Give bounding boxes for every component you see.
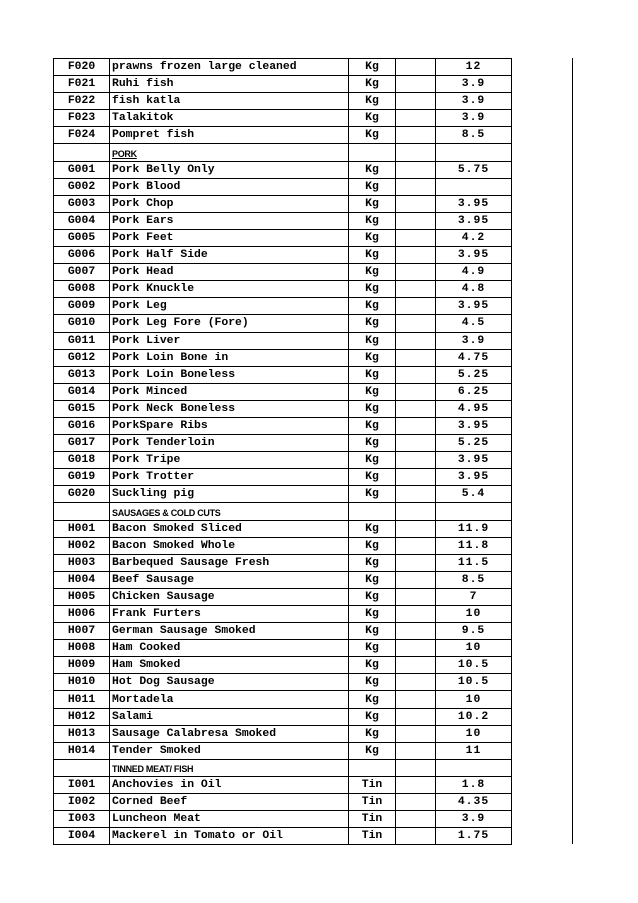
item-name: Pork Tripe	[110, 452, 349, 469]
item-unit: Kg	[349, 588, 396, 605]
item-name: Beef Sausage	[110, 571, 349, 588]
item-name: Anchovies in Oil	[110, 776, 349, 793]
item-code: G006	[54, 247, 110, 264]
item-price: 3.95	[436, 469, 512, 486]
item-name: Talakitok	[110, 110, 349, 127]
blank-cell	[396, 298, 436, 315]
blank-cell	[396, 725, 436, 742]
item-row	[54, 520, 512, 537]
right-margin-line	[572, 58, 573, 844]
item-unit: Kg	[349, 486, 396, 503]
blank-cell	[396, 281, 436, 298]
blank-cell	[396, 588, 436, 605]
item-row	[54, 725, 512, 742]
item-code: H007	[54, 623, 110, 640]
blank-cell	[396, 794, 436, 811]
section-label: PORK	[110, 144, 349, 161]
item-code: H006	[54, 606, 110, 623]
section-unit-cell	[349, 759, 396, 776]
item-row	[54, 742, 512, 759]
item-price: 3.95	[436, 212, 512, 229]
item-unit: Kg	[349, 161, 396, 178]
item-unit: Kg	[349, 127, 396, 144]
item-row	[54, 195, 512, 212]
item-code: I004	[54, 828, 110, 845]
price-list-body	[54, 59, 512, 845]
item-row	[54, 811, 512, 828]
blank-cell	[396, 811, 436, 828]
item-price: 10.5	[436, 657, 512, 674]
item-unit: Kg	[349, 537, 396, 554]
item-price: 10.2	[436, 708, 512, 725]
item-row	[54, 657, 512, 674]
item-unit: Tin	[349, 794, 396, 811]
blank-cell	[396, 110, 436, 127]
item-price: 3.9	[436, 76, 512, 93]
item-price: 6.25	[436, 383, 512, 400]
item-name: Pork Ears	[110, 212, 349, 229]
item-price: 3.95	[436, 195, 512, 212]
section-price-cell	[436, 503, 512, 520]
price-list-table	[53, 58, 512, 845]
blank-cell	[396, 571, 436, 588]
item-price: 3.95	[436, 298, 512, 315]
item-price: 10.5	[436, 674, 512, 691]
item-row	[54, 161, 512, 178]
item-price: 8.5	[436, 127, 512, 144]
item-unit: Tin	[349, 828, 396, 845]
item-row	[54, 298, 512, 315]
blank-cell	[396, 383, 436, 400]
item-code: F021	[54, 76, 110, 93]
item-name: Pork Head	[110, 264, 349, 281]
item-price: 4.8	[436, 281, 512, 298]
item-name: Bacon Smoked Sliced	[110, 520, 349, 537]
section-label: TINNED MEAT/ FISH	[110, 759, 349, 776]
item-code: H003	[54, 554, 110, 571]
item-code: I002	[54, 794, 110, 811]
item-code: G019	[54, 469, 110, 486]
item-code: I003	[54, 811, 110, 828]
item-unit: Tin	[349, 776, 396, 793]
item-name: Pork Leg Fore (Fore)	[110, 315, 349, 332]
item-price: 5.25	[436, 435, 512, 452]
item-price: 4.75	[436, 349, 512, 366]
item-row	[54, 178, 512, 195]
item-row	[54, 366, 512, 383]
blank-cell	[396, 195, 436, 212]
item-row	[54, 281, 512, 298]
blank-cell	[396, 127, 436, 144]
item-code: F023	[54, 110, 110, 127]
item-code: G015	[54, 400, 110, 417]
blank-cell	[396, 59, 436, 76]
item-price: 3.9	[436, 332, 512, 349]
blank-cell	[396, 828, 436, 845]
item-unit: Kg	[349, 281, 396, 298]
item-row	[54, 315, 512, 332]
item-name: prawns frozen large cleaned	[110, 59, 349, 76]
item-price: 4.5	[436, 315, 512, 332]
item-row	[54, 571, 512, 588]
item-name: Pork Half Side	[110, 247, 349, 264]
item-unit: Kg	[349, 195, 396, 212]
item-name: Pork Leg	[110, 298, 349, 315]
item-price: 3.95	[436, 452, 512, 469]
section-code-cell	[54, 144, 110, 161]
item-row	[54, 247, 512, 264]
item-row	[54, 400, 512, 417]
item-name: Pompret fish	[110, 127, 349, 144]
item-price: 1.75	[436, 828, 512, 845]
blank-cell	[396, 520, 436, 537]
item-row	[54, 469, 512, 486]
section-label: SAUSAGES & COLD CUTS	[110, 503, 349, 520]
item-code: G014	[54, 383, 110, 400]
item-row	[54, 794, 512, 811]
item-price: 11.8	[436, 537, 512, 554]
item-name: Barbequed Sausage Fresh	[110, 554, 349, 571]
item-price: 5.75	[436, 161, 512, 178]
item-name: Pork Tenderloin	[110, 435, 349, 452]
item-name: German Sausage Smoked	[110, 623, 349, 640]
blank-cell	[396, 452, 436, 469]
item-row	[54, 776, 512, 793]
item-name: Pork Knuckle	[110, 281, 349, 298]
item-row	[54, 674, 512, 691]
item-price: 8.5	[436, 571, 512, 588]
blank-cell	[396, 623, 436, 640]
item-name: Pork Chop	[110, 195, 349, 212]
item-unit: Kg	[349, 520, 396, 537]
blank-cell	[396, 76, 436, 93]
item-unit: Kg	[349, 264, 396, 281]
item-price: 9.5	[436, 623, 512, 640]
item-name: Pork Loin Bone in	[110, 349, 349, 366]
item-price: 3.9	[436, 110, 512, 127]
item-code: H009	[54, 657, 110, 674]
item-code: H011	[54, 691, 110, 708]
item-unit: Kg	[349, 640, 396, 657]
item-unit: Kg	[349, 417, 396, 434]
item-price: 7	[436, 588, 512, 605]
item-row	[54, 264, 512, 281]
item-name: Pork Minced	[110, 383, 349, 400]
item-name: Ruhi fish	[110, 76, 349, 93]
item-name: Ham Cooked	[110, 640, 349, 657]
item-unit: Kg	[349, 400, 396, 417]
item-row	[54, 486, 512, 503]
item-code: H008	[54, 640, 110, 657]
item-name: Pork Liver	[110, 332, 349, 349]
item-name: Pork Neck Boneless	[110, 400, 349, 417]
item-price: 10	[436, 725, 512, 742]
item-name: Hot Dog Sausage	[110, 674, 349, 691]
item-code: G008	[54, 281, 110, 298]
item-code: H010	[54, 674, 110, 691]
section-blank-cell	[396, 759, 436, 776]
item-code: I001	[54, 776, 110, 793]
item-price: 3.95	[436, 417, 512, 434]
blank-cell	[396, 708, 436, 725]
section-code-cell	[54, 759, 110, 776]
blank-cell	[396, 537, 436, 554]
section-unit-cell	[349, 503, 396, 520]
section-blank-cell	[396, 144, 436, 161]
blank-cell	[396, 178, 436, 195]
item-name: Ham Smoked	[110, 657, 349, 674]
item-unit: Kg	[349, 435, 396, 452]
item-price: 4.9	[436, 264, 512, 281]
item-unit: Kg	[349, 623, 396, 640]
item-unit: Kg	[349, 571, 396, 588]
section-blank-cell	[396, 503, 436, 520]
item-unit: Tin	[349, 811, 396, 828]
item-code: G010	[54, 315, 110, 332]
item-name: PorkSpare Ribs	[110, 417, 349, 434]
blank-cell	[396, 640, 436, 657]
item-unit: Kg	[349, 452, 396, 469]
item-code: G018	[54, 452, 110, 469]
item-code: G011	[54, 332, 110, 349]
section-price-cell	[436, 144, 512, 161]
item-row	[54, 383, 512, 400]
section-header-row	[54, 503, 512, 520]
item-unit: Kg	[349, 315, 396, 332]
item-unit: Kg	[349, 554, 396, 571]
item-name: Pork Loin Boneless	[110, 366, 349, 383]
item-unit: Kg	[349, 93, 396, 110]
item-unit: Kg	[349, 332, 396, 349]
blank-cell	[396, 400, 436, 417]
item-code: H013	[54, 725, 110, 742]
item-code: G017	[54, 435, 110, 452]
item-price: 10	[436, 606, 512, 623]
item-name: Mackerel in Tomato or Oil	[110, 828, 349, 845]
item-price	[436, 178, 512, 195]
section-code-cell	[54, 503, 110, 520]
item-unit: Kg	[349, 349, 396, 366]
item-name: Pork Feet	[110, 229, 349, 246]
item-name: Mortadela	[110, 691, 349, 708]
item-row	[54, 691, 512, 708]
item-unit: Kg	[349, 59, 396, 76]
item-name: Pork Trotter	[110, 469, 349, 486]
blank-cell	[396, 93, 436, 110]
item-code: H004	[54, 571, 110, 588]
item-code: H001	[54, 520, 110, 537]
blank-cell	[396, 212, 436, 229]
item-price: 12	[436, 59, 512, 76]
blank-cell	[396, 469, 436, 486]
item-code: G002	[54, 178, 110, 195]
item-row	[54, 127, 512, 144]
item-unit: Kg	[349, 691, 396, 708]
blank-cell	[396, 417, 436, 434]
item-code: F022	[54, 93, 110, 110]
blank-cell	[396, 332, 436, 349]
blank-cell	[396, 366, 436, 383]
item-row	[54, 537, 512, 554]
item-name: Luncheon Meat	[110, 811, 349, 828]
item-code: G012	[54, 349, 110, 366]
item-price: 1.8	[436, 776, 512, 793]
blank-cell	[396, 674, 436, 691]
item-name: Tender Smoked	[110, 742, 349, 759]
item-unit: Kg	[349, 725, 396, 742]
item-unit: Kg	[349, 742, 396, 759]
item-name: Chicken Sausage	[110, 588, 349, 605]
item-unit: Kg	[349, 110, 396, 127]
item-code: G004	[54, 212, 110, 229]
item-code: H002	[54, 537, 110, 554]
item-row	[54, 93, 512, 110]
item-unit: Kg	[349, 469, 396, 486]
item-code: G003	[54, 195, 110, 212]
item-price: 10	[436, 640, 512, 657]
blank-cell	[396, 161, 436, 178]
item-unit: Kg	[349, 212, 396, 229]
item-price: 5.25	[436, 366, 512, 383]
item-unit: Kg	[349, 178, 396, 195]
item-price: 4.95	[436, 400, 512, 417]
item-row	[54, 452, 512, 469]
blank-cell	[396, 264, 436, 281]
item-price: 3.9	[436, 811, 512, 828]
section-header-row	[54, 144, 512, 161]
item-row	[54, 828, 512, 845]
item-row	[54, 417, 512, 434]
item-row	[54, 59, 512, 76]
item-row	[54, 588, 512, 605]
blank-cell	[396, 435, 436, 452]
item-name: Pork Belly Only	[110, 161, 349, 178]
item-price: 3.95	[436, 247, 512, 264]
item-unit: Kg	[349, 76, 396, 93]
item-price: 10	[436, 691, 512, 708]
item-code: G005	[54, 229, 110, 246]
item-price: 11.5	[436, 554, 512, 571]
item-row	[54, 332, 512, 349]
item-row	[54, 606, 512, 623]
blank-cell	[396, 315, 436, 332]
blank-cell	[396, 657, 436, 674]
item-unit: Kg	[349, 383, 396, 400]
item-price: 5.4	[436, 486, 512, 503]
item-price: 11	[436, 742, 512, 759]
item-unit: Kg	[349, 298, 396, 315]
item-unit: Kg	[349, 366, 396, 383]
item-name: Sausage Calabresa Smoked	[110, 725, 349, 742]
item-name: Suckling pig	[110, 486, 349, 503]
section-unit-cell	[349, 144, 396, 161]
item-price: 4.2	[436, 229, 512, 246]
blank-cell	[396, 247, 436, 264]
item-code: G020	[54, 486, 110, 503]
item-name: Pork Blood	[110, 178, 349, 195]
item-unit: Kg	[349, 708, 396, 725]
item-name: fish katla	[110, 93, 349, 110]
blank-cell	[396, 486, 436, 503]
item-code: G009	[54, 298, 110, 315]
item-code: G001	[54, 161, 110, 178]
item-row	[54, 435, 512, 452]
blank-cell	[396, 229, 436, 246]
item-row	[54, 229, 512, 246]
blank-cell	[396, 742, 436, 759]
item-code: G016	[54, 417, 110, 434]
item-price: 11.9	[436, 520, 512, 537]
item-row	[54, 76, 512, 93]
item-unit: Kg	[349, 657, 396, 674]
item-code: F020	[54, 59, 110, 76]
section-header-row	[54, 759, 512, 776]
item-name: Bacon Smoked Whole	[110, 537, 349, 554]
item-row	[54, 212, 512, 229]
item-code: G013	[54, 366, 110, 383]
item-row	[54, 349, 512, 366]
blank-cell	[396, 691, 436, 708]
item-row	[54, 110, 512, 127]
item-code: H012	[54, 708, 110, 725]
item-unit: Kg	[349, 247, 396, 264]
item-name: Salami	[110, 708, 349, 725]
section-price-cell	[436, 759, 512, 776]
item-code: H005	[54, 588, 110, 605]
item-unit: Kg	[349, 606, 396, 623]
item-unit: Kg	[349, 229, 396, 246]
item-row	[54, 554, 512, 571]
item-row	[54, 640, 512, 657]
item-price: 4.35	[436, 794, 512, 811]
item-price: 3.9	[436, 93, 512, 110]
item-row	[54, 708, 512, 725]
item-unit: Kg	[349, 674, 396, 691]
blank-cell	[396, 349, 436, 366]
item-row	[54, 623, 512, 640]
blank-cell	[396, 776, 436, 793]
item-name: Corned Beef	[110, 794, 349, 811]
blank-cell	[396, 606, 436, 623]
item-code: H014	[54, 742, 110, 759]
item-name: Frank Furters	[110, 606, 349, 623]
item-code: G007	[54, 264, 110, 281]
item-code: F024	[54, 127, 110, 144]
blank-cell	[396, 554, 436, 571]
